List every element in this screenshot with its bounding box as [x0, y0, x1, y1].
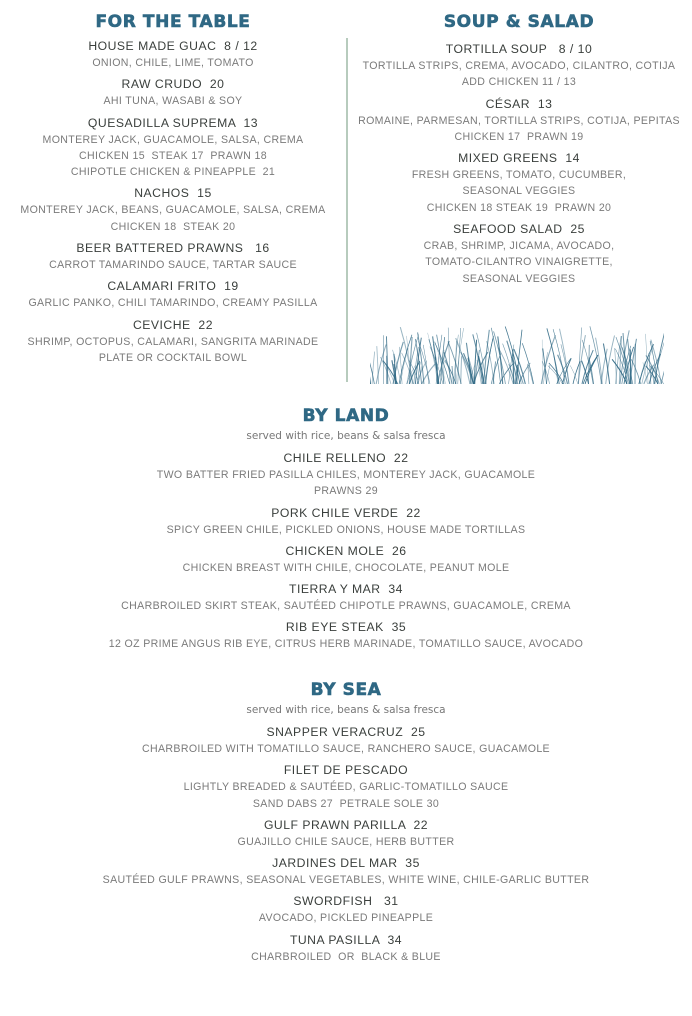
menu-item-description: LIGHTLY BREADED & SAUTÉED, GARLIC-TOMATILLO SAUCE	[183, 781, 509, 794]
menu-item	[0, 185, 346, 235]
menu-item-name: PORK CHILE VERDE 22	[271, 505, 421, 520]
menu-item	[0, 817, 692, 850]
section-subtitle: served with rice, beans & salsa fresca	[246, 704, 446, 716]
menu-item-description: TOMATO-CILANTRO VINAIGRETTE,	[425, 256, 613, 269]
menu-item-description: CRAB, SHRIMP, JICAMA, AVOCADO,	[423, 240, 615, 253]
menu-item-name: TORTILLA SOUP 8 / 10	[445, 42, 593, 56]
menu-item-description: CHICKEN 18 STEAK 19 PRAWN 20	[426, 201, 612, 214]
menu-item	[0, 893, 692, 926]
section-soup-salad	[346, 11, 692, 287]
menu-item-name: SEAFOOD SALAD 25	[453, 222, 585, 237]
menu-item	[346, 41, 692, 91]
menu-item	[0, 115, 346, 181]
menu-item-description: CHARBROILED SKIRT STEAK, SAUTÉED CHIPOTLE PRAWNS, GUACAMOLE, CREMA	[121, 600, 571, 613]
grass-blade	[370, 353, 371, 384]
menu-item-name: CALAMARI FRITO 19	[107, 279, 239, 294]
menu-item-name: RIB EYE STEAK 35	[285, 620, 407, 635]
menu-item-name: QUESADILLA SUPREMA 13	[87, 115, 259, 130]
menu-item-description: CARROT TAMARINDO SAUCE, TARTAR SAUCE	[49, 259, 297, 272]
grass-blade	[570, 366, 578, 385]
grass-blade	[589, 345, 590, 384]
menu-item-description: CHICKEN 18 STEAK 20	[110, 220, 236, 233]
section-heading: BY SEA	[310, 680, 382, 700]
menu-item-description: CHICKEN BREAST WITH CHILE, CHOCOLATE, PEANUT MOLE	[182, 561, 510, 574]
menu-item	[0, 38, 346, 71]
menu-item	[0, 450, 692, 500]
menu-item-description: AHI TUNA, WASABI & SOY	[103, 95, 243, 108]
menu-item-name: FILET DE PESCADO	[283, 763, 409, 778]
menu-item-description: AVOCADO, PICKLED PINEAPPLE	[258, 912, 434, 925]
section-heading: BY LAND	[302, 406, 390, 426]
menu-item-description: SPICY GREEN CHILE, PICKLED ONIONS, HOUSE MADE TORTILLAS	[166, 523, 526, 536]
menu-item	[0, 317, 346, 367]
menu-item-description: SAND DABS 27 PETRALE SOLE 30	[252, 797, 440, 810]
menu-item-name: CÉSAR 13	[485, 96, 553, 111]
menu-item-description: CHICKEN 17 PRAWN 19	[454, 130, 584, 143]
menu-item	[0, 762, 692, 812]
menu-item-description: FRESH GREENS, TOMATO, CUCUMBER,	[411, 169, 627, 182]
menu-item-description: SAUTÉED GULF PRAWNS, SEASONAL VEGETABLES, WHITE WINE, CHILE-GARLIC BUTTER	[102, 874, 590, 887]
section-by-land	[0, 405, 692, 653]
section-subtitle: served with rice, beans & salsa fresca	[246, 430, 446, 442]
menu-item-name: BEER BATTERED PRAWNS 16	[76, 241, 270, 256]
menu-item	[0, 76, 346, 109]
menu-item-description: TWO BATTER FRIED PASILLA CHILES, MONTEREY JACK, GUACAMOLE	[156, 469, 536, 481]
menu-item-description: CHARBROILED OR BLACK & BLUE	[251, 950, 441, 963]
menu-item	[0, 543, 692, 576]
menu-item-description: ADD CHICKEN 11 / 13	[461, 76, 577, 89]
section-for-the-table	[0, 11, 346, 366]
menu-item	[0, 278, 346, 311]
menu-item-name: TUNA PASILLA 34	[289, 932, 403, 947]
section-heading: FOR THE TABLE	[95, 12, 251, 32]
menu-item-description: CHICKEN 15 STEAK 17 PRAWN 18	[79, 149, 267, 162]
menu-item-description: ONION, CHILE, LIME, TOMATO	[92, 57, 254, 69]
menu-item	[346, 96, 692, 146]
menu-item-description: SHRIMP, OCTOPUS, CALAMARI, SANGRITA MARINADE	[27, 335, 319, 348]
grass-blade	[485, 336, 493, 384]
menu-item-description: PRAWNS 29	[314, 485, 378, 498]
menu-item-name: TIERRA Y MAR 34	[289, 582, 403, 597]
menu-item	[346, 150, 692, 216]
section-heading: SOUP & SALAD	[443, 12, 595, 32]
grass-blade	[541, 335, 555, 384]
menu-item	[0, 581, 692, 614]
menu-item-name: HOUSE MADE GUAC 8 / 12	[88, 39, 258, 53]
menu-item-name: SWORDFISH 31	[293, 894, 399, 909]
menu-item	[0, 855, 692, 888]
menu-item-name: JARDINES DEL MAR 35	[272, 856, 420, 871]
menu-item-description: 12 OZ PRIME ANGUS RIB EYE, CITRUS HERB MARINADE, TOMATILLO SAUCE, AVOCADO	[108, 638, 584, 651]
menu-item-description: TORTILLA STRIPS, CREMA, AVOCADO, CILANTRO, COTIJA	[362, 60, 676, 72]
menu-item-description: SEASONAL VEGGIES	[462, 185, 576, 198]
menu-item-name: CEVICHE 22	[132, 317, 213, 332]
menu-item-description: MONTEREY JACK, GUACAMOLE, SALSA, CREMA	[42, 133, 304, 146]
menu-item-description: GARLIC PANKO, CHILI TAMARINDO, CREAMY PASILLA	[28, 297, 318, 310]
menu-item	[0, 724, 692, 757]
menu-item-description: CHIPOTLE CHICKEN & PINEAPPLE 21	[70, 166, 276, 179]
menu-item-description: ROMAINE, PARMESAN, TORTILLA STRIPS, COTIJA, PEPITAS	[358, 114, 680, 127]
grass-blade	[461, 356, 462, 384]
menu-item	[0, 932, 692, 965]
menu-item	[346, 221, 692, 287]
grass-blade	[448, 328, 450, 384]
grass-blade	[491, 354, 501, 385]
grass-blade	[661, 348, 664, 384]
grass-blade	[548, 366, 563, 384]
menu-item-description: PLATE OR COCKTAIL BOWL	[98, 351, 248, 364]
menu-item-description: MONTEREY JACK, BEANS, GUACAMOLE, SALSA, CREMA	[20, 204, 326, 217]
menu-item	[0, 619, 692, 652]
grass-blade	[596, 338, 603, 384]
section-by-sea	[0, 679, 692, 965]
menu-item-name: CHICKEN MOLE 26	[285, 543, 407, 558]
menu-item-name: MIXED GREENS 14	[458, 151, 580, 166]
menu-item	[0, 505, 692, 538]
menu-item	[0, 240, 346, 273]
menu-item-name: CHILE RELLENO 22	[283, 451, 409, 465]
grass-illustration	[370, 324, 664, 384]
menu-item-name: SNAPPER VERACRUZ 25	[266, 725, 426, 739]
menu-item-description: CHARBROILED WITH TOMATILLO SAUCE, RANCHERO SAUCE, GUACAMOLE	[142, 743, 550, 755]
menu-item-name: NACHOS 15	[134, 186, 212, 201]
grass-blade	[606, 336, 615, 385]
menu-item-name: RAW CRUDO 20	[121, 77, 225, 92]
menu-item-description: GUAJILLO CHILE SAUCE, HERB BUTTER	[237, 835, 455, 848]
menu-item-description: SEASONAL VEGGIES	[462, 272, 576, 285]
menu-item-name: GULF PRAWN PARILLA 22	[263, 817, 429, 832]
